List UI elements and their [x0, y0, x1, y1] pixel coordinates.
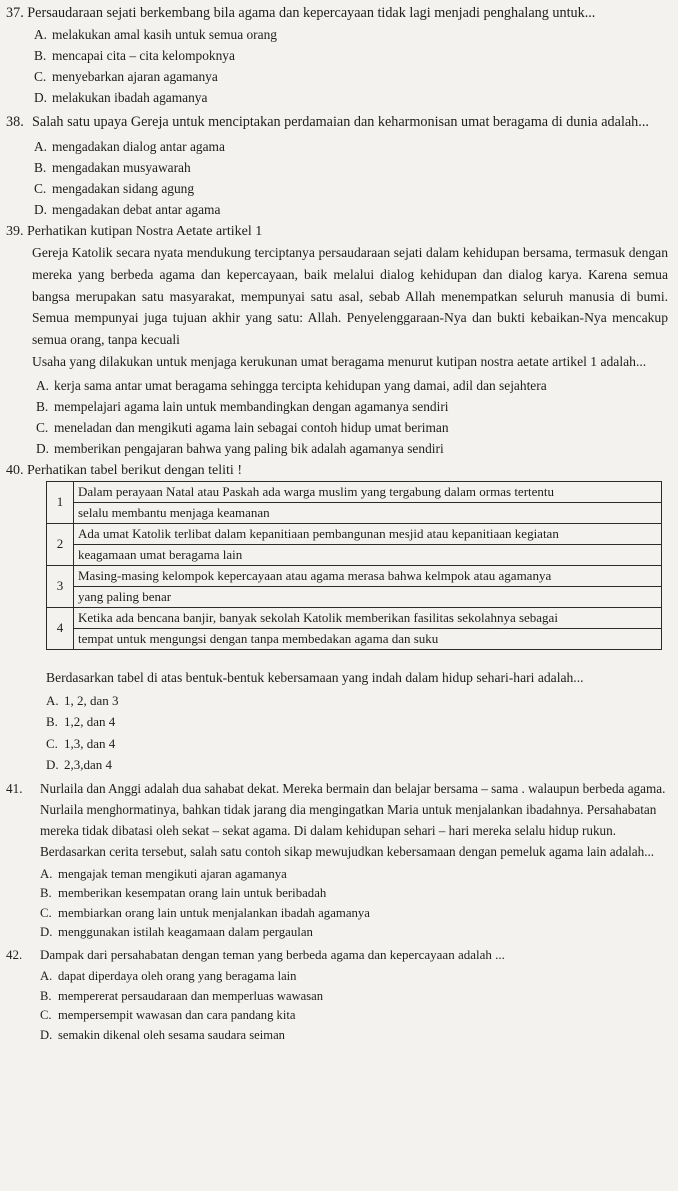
option-b[interactable]: B. mempelajari agama lain untuk membandingkan dengan agamanya sendiri	[36, 398, 449, 414]
row-text: Ketika ada bencana banjir, banyak sekolah Katolik memberikan fasilitas sekolahnya sebagai	[74, 607, 662, 628]
question-text: Nurlaila dan Anggi adalah dua sahabat dekat. Mereka bermain dan belajar bersama – sama . walaupun berbeda agama. Nurlaila menghormatinya, bahkan tidak jarang dia mengingatkan Maria untuk menjalankan ibadahnya. Persahabatan mereka tidak dibatasi oleh sekat – sekat agama. Di dalam kehidupan sehari – hari mereka selalu hidup rukun. Berdasarkan cerita tersebut, salah satu contoh sikap mewujudkan kebersamaan dengan pemeluk agama lain adalah...	[40, 780, 666, 860]
question-38	[6, 110, 668, 220]
option-b[interactable]: B. mempererat persaudaraan dan memperluas wawasan	[40, 988, 324, 1003]
question-number: 42.	[6, 946, 23, 962]
option-a[interactable]: A. melakukan amal kasih untuk semua orang	[34, 27, 277, 42]
option-d[interactable]: D. mengadakan debat antar agama	[34, 202, 221, 217]
option-c[interactable]: C. mempersempit wawasan dan cara pandang kita	[40, 1008, 296, 1023]
option-list	[6, 375, 668, 459]
question-text: Salah satu upaya Gereja untuk menciptakan perdamaian dan keharmonisan umat beragama di dunia adalah...	[32, 114, 649, 130]
option-list	[6, 967, 668, 1046]
option-a[interactable]: A. dapat diperdaya oleh orang yang beragama lain	[40, 968, 297, 983]
option-a[interactable]: A. 1, 2, dan 3	[46, 692, 119, 708]
option-list	[6, 24, 668, 108]
table-row	[47, 565, 662, 586]
row-number: 1	[47, 481, 74, 523]
table-row	[47, 607, 662, 628]
option-c[interactable]: C. 1,3, dan 4	[46, 735, 116, 751]
question-number: 38.	[6, 114, 24, 130]
row-text: tempat untuk mengungsi dengan tanpa membedakan agama dan suku	[74, 628, 662, 649]
option-b[interactable]: B. mengadakan musyawarah	[34, 160, 191, 175]
option-a[interactable]: A. mengajak teman mengikuti ajaran agamanya	[40, 866, 287, 881]
option-a[interactable]: A. kerja sama antar umat beragama sehingga tercipta kehidupan yang damai, adil dan sejahtera	[36, 377, 547, 393]
option-b[interactable]: B. memberikan kesempatan orang lain untuk beribadah	[40, 886, 327, 901]
row-text: keagamaan umat beragama lain	[74, 544, 662, 565]
question-39	[6, 222, 668, 459]
row-text: Dalam perayaan Natal atau Paskah ada warga muslim yang tergabung dalam ormas tertentu	[74, 481, 662, 502]
row-number: 4	[47, 607, 74, 649]
question-40	[6, 461, 668, 776]
option-list	[6, 136, 668, 220]
table-row	[47, 523, 662, 544]
passage-quote: Gereja Katolik secara nyata mendukung terciptanya persaudaraan sejati dalam kehidupan bersama, termasuk dengan mereka yang berbeda agama dan kepercayaan, baik melalui dialog kehidupan dan dialog karya. Karena semua bangsa merupakan satu masyarakat, mempunyai satu asal, sebab Allah menempatkan seluruh manusia di bumi. Semua mempunyai juga tujuan akhir yang satu: Allah. Penyelenggaraan-Nya dan bukti kebaikan-Nya mencakup semua orang, tanpa kecuali	[32, 245, 668, 348]
question-number: 39.	[6, 224, 24, 239]
question-text: Persaudaraan sejati berkembang bila agama dan kepercayaan tidak lagi menjadi penghalang untuk...	[27, 5, 596, 21]
table-row	[47, 481, 662, 502]
row-text: yang paling benar	[74, 586, 662, 607]
option-b[interactable]: B. mencapai cita – cita kelompoknya	[34, 48, 235, 63]
option-d[interactable]: D. memberikan pengajaran bahwa yang paling bik adalah agamanya sendiri	[36, 440, 444, 456]
option-list	[6, 865, 668, 943]
row-text: Ada umat Katolik terlibat dalam kepanitiaan pembangunan mesjid atau kepanitiaan kegiatan	[74, 523, 662, 544]
question-number: 37.	[6, 5, 24, 21]
option-d[interactable]: D. melakukan ibadah agamanya	[34, 90, 208, 105]
row-text: selalu membantu menjaga keamanan	[74, 502, 662, 523]
row-number: 2	[47, 523, 74, 565]
question-text: Dampak dari persahabatan dengan teman yang berbeda agama dan kepercayaan adalah ...	[40, 946, 505, 962]
question-text: Berdasarkan tabel di atas bentuk-bentuk kebersamaan yang indah dalam hidup sehari-hari adalah...	[46, 669, 584, 685]
option-c[interactable]: C. meneladan dan mengikuti agama lain sebagai contoh hidup umat beriman	[36, 419, 449, 435]
question-number: 40.	[6, 462, 24, 478]
row-text: Masing-masing kelompok kepercayaan atau agama merasa bahwa kelmpok atau agamanya	[74, 565, 662, 586]
question-42	[6, 945, 668, 1046]
option-d[interactable]: D. menggunakan istilah keagamaan dalam pergaulan	[40, 925, 313, 940]
option-c[interactable]: C. membiarkan orang lain untuk menjalankan ibadah agamanya	[40, 905, 370, 920]
row-number: 3	[47, 565, 74, 607]
option-list	[6, 690, 668, 776]
question-intro: Perhatikan kutipan Nostra Aetate artikel 1	[27, 224, 263, 239]
statement-table	[46, 481, 662, 650]
question-intro: Perhatikan tabel berikut dengan teliti !	[27, 462, 242, 478]
question-37	[6, 4, 668, 108]
option-a[interactable]: A. mengadakan dialog antar agama	[34, 139, 225, 154]
question-41	[6, 778, 668, 943]
option-b[interactable]: B. 1,2, dan 4	[46, 714, 116, 730]
option-d[interactable]: D. 2,3,dan 4	[46, 757, 113, 773]
option-c[interactable]: C. menyebarkan ajaran agamanya	[34, 69, 218, 84]
question-text: Usaha yang dilakukan untuk menjaga kerukunan umat beragama menurut kutipan nostra aetate artikel 1 adalah...	[32, 353, 647, 369]
option-d[interactable]: D. semakin dikenal oleh sesama saudara seiman	[40, 1028, 285, 1043]
question-number: 41.	[6, 780, 23, 796]
option-c[interactable]: C. mengadakan sidang agung	[34, 181, 195, 196]
